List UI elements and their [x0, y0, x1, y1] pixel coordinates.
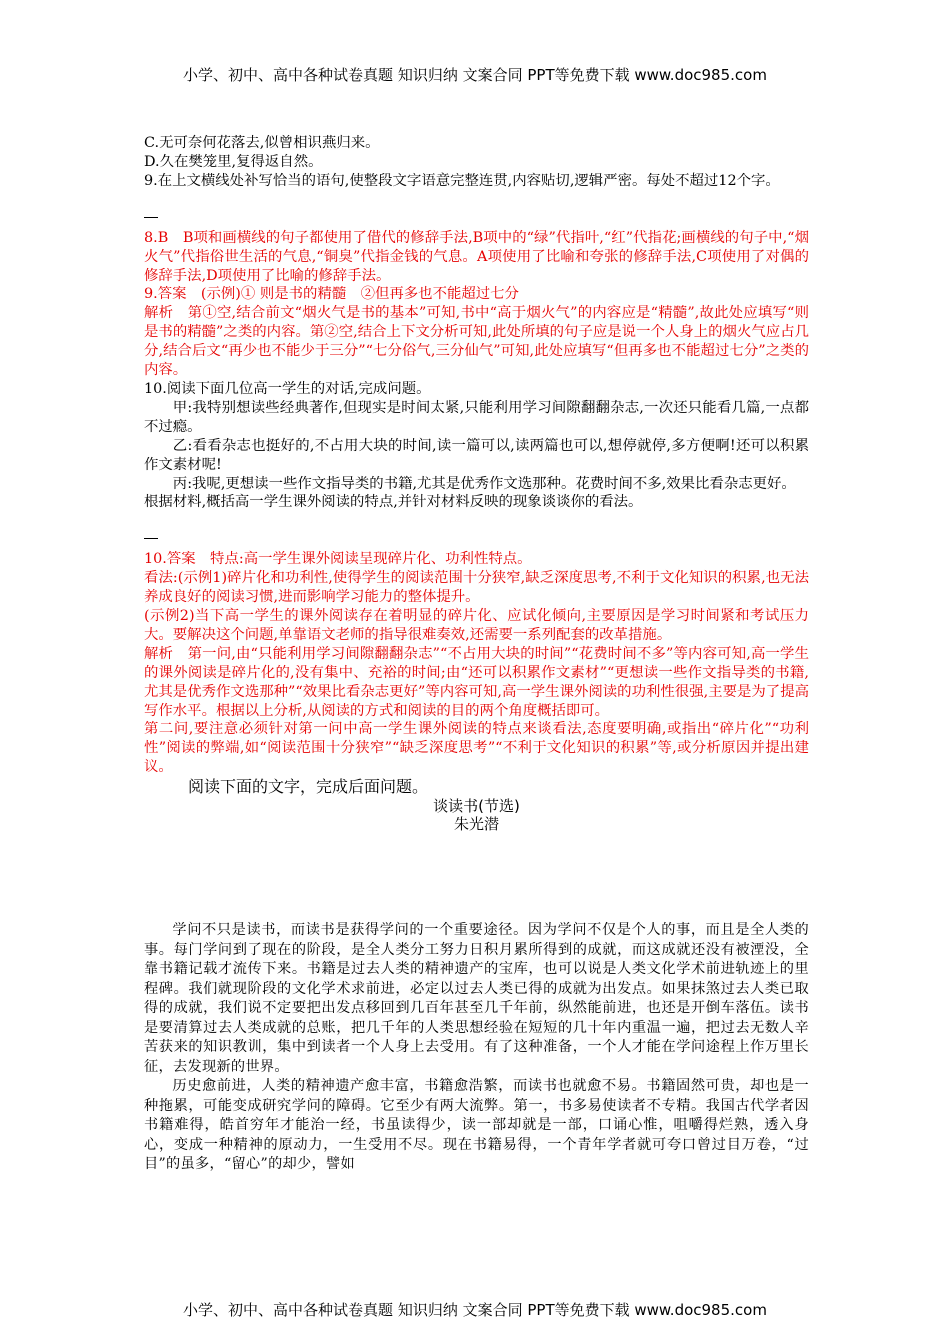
article-text — [144, 921, 809, 1175]
article-title: 谈读书(节选) — [433, 797, 520, 816]
reading-prompt: 阅读下面的文字，完成后面问题。 — [188, 777, 429, 797]
answer-blank-line — [144, 210, 809, 229]
document-body — [144, 134, 809, 833]
question-10-task: 根据材料,概括高一学生课外阅读的特点,并针对材料反映的现象谈谈你的看法。 — [144, 494, 643, 511]
question-9-prompt: 9.在上文横线处补写恰当的语句,使整段文字语意完整连贯,内容贴切,逻辑严密。每处不超过12个字。 — [144, 172, 780, 189]
article-paragraph: 学问不只是读书，而读书是获得学问的一个重要途径。因为学问不仅是个人的事，而且是全人类的事。每门学问到了现在的阶段，是全人类分工努力日积月累所得到的成就，而这成就还没有被湮没，全靠书籍记载才流传下来。书籍是过去人类的精神遗产的宝库，也可以说是人类文化学术前进轨迹上的里程碑。我们就现阶段的文化学术求前进，必定以过去人类已得的成就为出发点。如果抹煞过去人类已取得的成就，我们说不定要把出发点移回到几百年甚至几千年前，纵然能前进，也还是开倒车落伍。读书是要清算过去人类成就的总账，把几千年的人类思想经验在短短的几十年内重温一遍，把过去无数人辛苦获来的知识教训，集中到读者一个人身上去受用。有了这种准备，一个人才能在学问途程上作万里长征，去发现新的世界。 — [144, 922, 809, 1075]
page-footer: 小学、初中、高中各种试卷真题 知识归纳 文案合同 PPT等免费下载 www.doc985.com — [183, 1301, 767, 1319]
answer-10-view-2: (示例2)当下高一学生的课外阅读存在着明显的碎片化、应试化倾向,主要原因是学习时间紧和考试压力大。要解决这个问题,单靠语文老师的指导很难奏效,还需要一系列配套的改革措施。 — [144, 608, 809, 643]
article-author: 朱光潜 — [453, 815, 499, 834]
question-10-prompt: 10.阅读下面几位高一学生的对话,完成问题。 — [144, 380, 431, 397]
dialog-jia: 甲:我特别想读些经典著作,但现实是时间太紧,只能利用学习间隙翻翻杂志,一次还只能看几篇,一点都不过瘾。 — [144, 399, 809, 435]
blank-space — [144, 191, 809, 210]
page-header: 小学、初中、高中各种试卷真题 知识归纳 文案合同 PPT等免费下载 www.doc985.com — [183, 66, 767, 84]
blank-space — [144, 512, 809, 531]
analysis-9: 解析 第①空,结合前文“烟火气是书的基本”可知,书中“高于烟火气”的内容应是“精髓”,故此处应填写“则是书的精髓”之类的内容。第②空,结合上下文分析可知,此处所填的句子应是说一个人身上的烟火气应占几分,结合后文“再少也不能少于三分”“七分俗气,三分仙气”可知,此处应填写“但再多也不能超过七分”之类的内容。 — [144, 305, 809, 379]
option-c: C.无可奈何花落去,似曾相识燕归来。 — [144, 135, 380, 151]
analysis-10-part-1: 解析 第一问,由“只能利用学习间隙翻翻杂志”“不占用大块的时间”“花费时间不多”等内容可知,高一学生的课外阅读是碎片化的,没有集中、充裕的时间;由“还可以积累作文素材”“更想读一些作文指导类的书籍,尤其是优秀作文选那种”“效果比看杂志更好”等内容可知,高一学生课外阅读的功利性很强,主要是为了提高写作水平。根据以上分析,从阅读的方式和阅读的目的两个角度概括即可。 — [144, 645, 809, 719]
option-d: D.久在樊笼里,复得返自然。 — [144, 153, 323, 170]
article-paragraph: 历史愈前进，人类的精神遗产愈丰富，书籍愈浩繁，而读书也就愈不易。书籍固然可贵，却也是一种拖累，可能变成研究学问的障碍。它至少有两大流弊。第一，书多易使读者不专精。我国古代学者因书籍难得，皓首穷年才能治一经，书虽读得少，读一部却就是一部，口诵心惟，咀嚼得烂熟，透入身心，变成一种精神的原动力，一生受用不尽。现在书籍易得，一个青年学者就可夸口曾过目万卷，“过目”的虽多，“留心”的却少，譬如 — [144, 1078, 809, 1172]
answer-8: 8.B B项和画横线的句子都使用了借代的修辞手法,B项中的“绿”代指叶,“红”代指花;画横线的句子中,“烟火气”代指俗世生活的气息,“铜臭”代指金钱的气息。A项使用了比喻和夸张的修辞手法,C项使用了对偶的修辞手法,D项使用了比喻的修辞手法。 — [144, 229, 809, 284]
dialog-bing: 丙:我呢,更想读一些作文指导类的书籍,尤其是优秀作文选那种。花费时间不多,效果比看杂志更好。 — [172, 475, 796, 492]
answer-10-view-1: 看法:(示例1)碎片化和功利性,使得学生的阅读范围十分狭窄,缺乏深度思考,不利于文化知识的积累,也无法养成良好的阅读习惯,进而影响学习能力的整体提升。 — [144, 570, 809, 606]
dialog-yi: 乙:看看杂志也挺好的,不占用大块的时间,读一篇可以,读两篇也可以,想停就停,多方便啊!还可以积累作文素材呢! — [144, 437, 809, 473]
answer-blank-line — [144, 531, 809, 550]
analysis-10-part-2: 第二问,要注意必须针对第一问中高一学生课外阅读的特点来谈看法,态度要明确,或指出“碎片化”“功利性”阅读的弊端,如“阅读范围十分狭窄”“缺乏深度思考”“不利于文化知识的积累”等,或分析原因并提出建议。 — [144, 721, 809, 776]
answer-10: 10.答案 特点:高一学生课外阅读呈现碎片化、功利性特点。 — [144, 551, 532, 568]
answer-9: 9.答案 (示例)① 则是书的精髓 ②但再多也不能超过七分 — [144, 286, 519, 303]
